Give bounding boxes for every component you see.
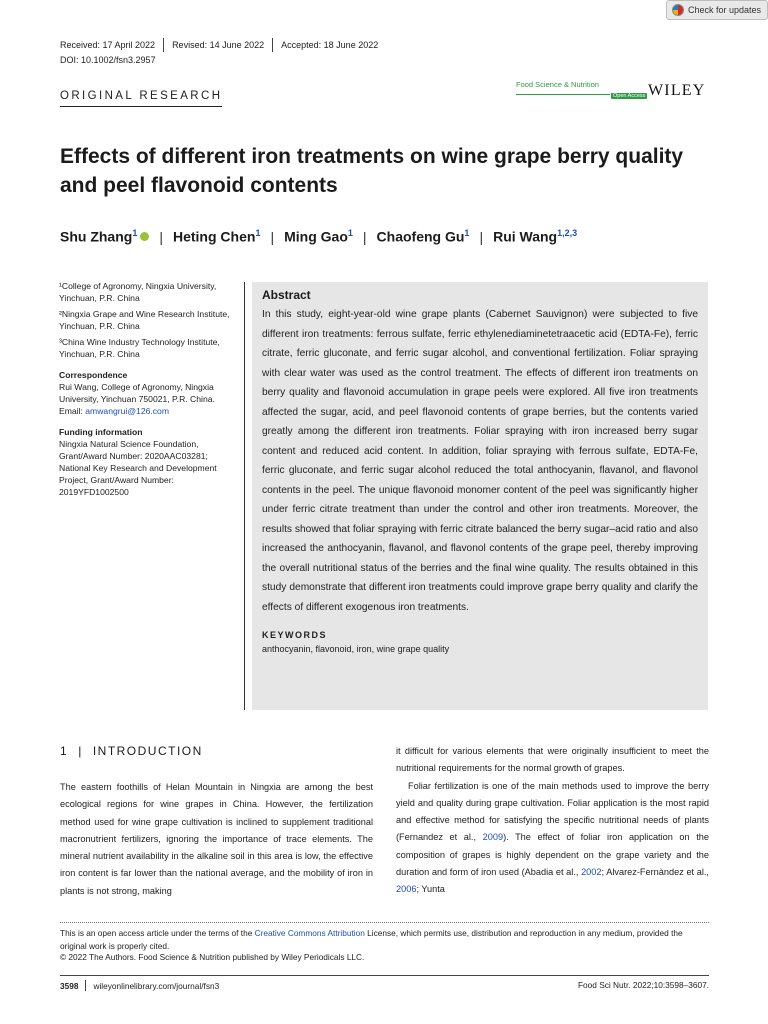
revised-date: Revised: 14 June 2022 [172,40,265,50]
author-separator: | [479,228,484,245]
open-access-badge: Open Access [613,93,646,99]
received-date: Received: 17 April 2022 [60,40,156,50]
orcid-icon[interactable] [140,232,149,241]
abstract-text: In this study, eight-year-old wine grape plants (Cabernet Sauvignon) were subjected to five different iron treatments: ferrous sulfate, ferric ethylenediaminetetraacetic acid (EDTA-Fe), ferric citrate, ferric gluconate, and ferric sugar alcohol, and conventional fertilization. Foliar spraying with clear water was used as the control treatment. The effects of different iron treatments on berry quality and flavonoid accumulation in grape peels were explored. All five iron treatments affected the sugar, acid, and peel flavonoid contents of grape berries, but the contents varied greatly among the different iron treatments. Foliar spraying with iron increased berry sugar content and reduced acid content. In addition, foliar spraying with ferrous sulfate, EDTA-Fe, ferric gluconate, and ferric sugar alcohol reduced the total anthocyanin, flavanol, and flavonol contents in the peel. The unique flavonoid monomer content of the peel was significantly higher under ferric citrate treatment than under the control and other iron treatments. Moreover, the results showed that foliar spraying with ferric citrate balanced the berry sugar–acid ratio and also increased the anthocyanin, flavanol, and flavonol contents of the grape peel, thereby improving the overall nutritional status of the berries and the final wine quality. The results obtained in this study demonstrate that different iron treatments could improve grape berry quality and clarify the effects of different exogenous iron treatments. [262,309,698,613]
citation-link[interactable]: 2002 [581,867,602,878]
introduction-left-column [60,779,373,900]
check-for-updates-label: Check for updates [688,5,762,15]
funding-text: Ningxia Natural Science Foundation, Grant/Award Number: 2020AAC03281; National Key Research and Development Project, Grant/Award Number: 2019YFD1002500 [59,439,217,497]
column-divider [244,282,245,710]
journal-brand-line [516,94,610,95]
keywords-heading: KEYWORDS [262,630,328,640]
accepted-date: Accepted: 18 June 2022 [281,40,379,50]
abstract-box [252,282,708,710]
article-info-column [59,280,237,498]
author-separator: | [270,228,275,245]
page-number: 3598 [60,980,79,991]
affiliation: ²Ningxia Grape and Wine Research Institute, Yinchuan, P.R. China [59,309,230,331]
author[interactable]: Heting Chen$^1$ [172,228,261,245]
license-text: This is an open access article under the terms of the Creative Commons Attribution License, which permits use, distribution and reproduction in any medium, provided the original work is properly cited. [60,928,683,951]
funding-heading: Funding information [59,427,143,437]
author-separator: | [362,228,367,245]
abstract-title: Abstract [262,288,311,302]
introduction-right-column [396,743,709,899]
keywords-text: anthocyanin, flavonoid, iron, wine grape quality [262,644,450,654]
affiliation: ¹College of Agronomy, Ningxia University, Yinchuan, P.R. China [59,281,217,303]
paragraph: The eastern foothills of Helan Mountain in Ningxia are among the best ecological regions for wine grapes in China. However, the fertilization method used for wine grape cultivation is inclined to supplement traditional macronutrient fertilizers, ignoring the importance of trace elements. The mineral nutrient availability in the alkaline soil in this area is low, the effective iron content is far lower than the national average, and the mobility of iron in plants is not strong, making [60,782,373,896]
footnote-divider [60,922,709,923]
license-link[interactable]: Creative Commons Attribution [254,928,365,938]
affiliation: ³China Wine Industry Technology Institute, Yinchuan, P.R. China [59,337,220,359]
footer-rule [60,975,709,976]
divider [272,38,273,52]
paragraph: it difficult for various elements that were originally insufficient to meet the nutritional requirements for the normal growth of grapes. [396,746,709,774]
citation-link[interactable]: 2009 [482,832,504,843]
author[interactable]: Ming Gao$^1$ [284,228,353,245]
paper-title: Effects of different iron treatments on wine grape berry quality and peel flavonoid contents [60,145,684,197]
email-link[interactable]: amwangrui@126.com [85,406,169,416]
check-for-updates-button[interactable] [666,0,768,20]
correspondence-text: Rui Wang, College of Agronomy, Ningxia University, Yinchuan 750021, P.R. China. Email: amwangrui@126.com [59,382,215,416]
paragraph: Foliar fertilization is one of the main methods used to improve the berry yield and quality during grape cultivation. Foliar application is the most rapid and effective method for satisfying the specific nutritional needs of plants (Fernandez et al., 2009). The effect of foliar iron application on the composition of grapes is highly dependent on the grape variety and the duration and form of iron used (Abadia et al., 2002; Alvarez-Fernàndez et al., 2006; Yunta [396,780,709,895]
author[interactable]: Chaofeng Gu$^1$ [376,228,470,245]
journal-url[interactable]: wileyonlinelibrary.com/journal/fsn3 [93,980,220,991]
copyright: © 2022 The Authors. Food Science & Nutrition published by Wiley Periodicals LLC. [60,952,365,962]
page-footer [60,980,219,991]
author[interactable]: Shu Zhang$^1$ [60,228,138,245]
crossmark-icon [672,4,684,16]
doi: DOI: 10.1002/fsn3.2957 [60,55,156,65]
author-list [60,228,577,245]
publisher-logo: WILEY [648,82,706,99]
article-dates [60,38,378,52]
introduction-heading: 1 | INTRODUCTION [60,744,203,758]
correspondence-heading: Correspondence [59,370,128,380]
divider [85,980,86,991]
journal-name: Food Science & Nutrition [516,80,599,89]
divider [163,38,164,52]
author[interactable]: Rui Wang$^{1,2,3}$ [493,228,578,245]
author-separator: | [159,228,163,245]
section-label: ORIGINAL RESEARCH [60,90,222,107]
citation: Food Sci Nutr. 2022;10:3598–3607. [577,980,709,990]
citation-link[interactable]: 2006 [396,884,417,895]
